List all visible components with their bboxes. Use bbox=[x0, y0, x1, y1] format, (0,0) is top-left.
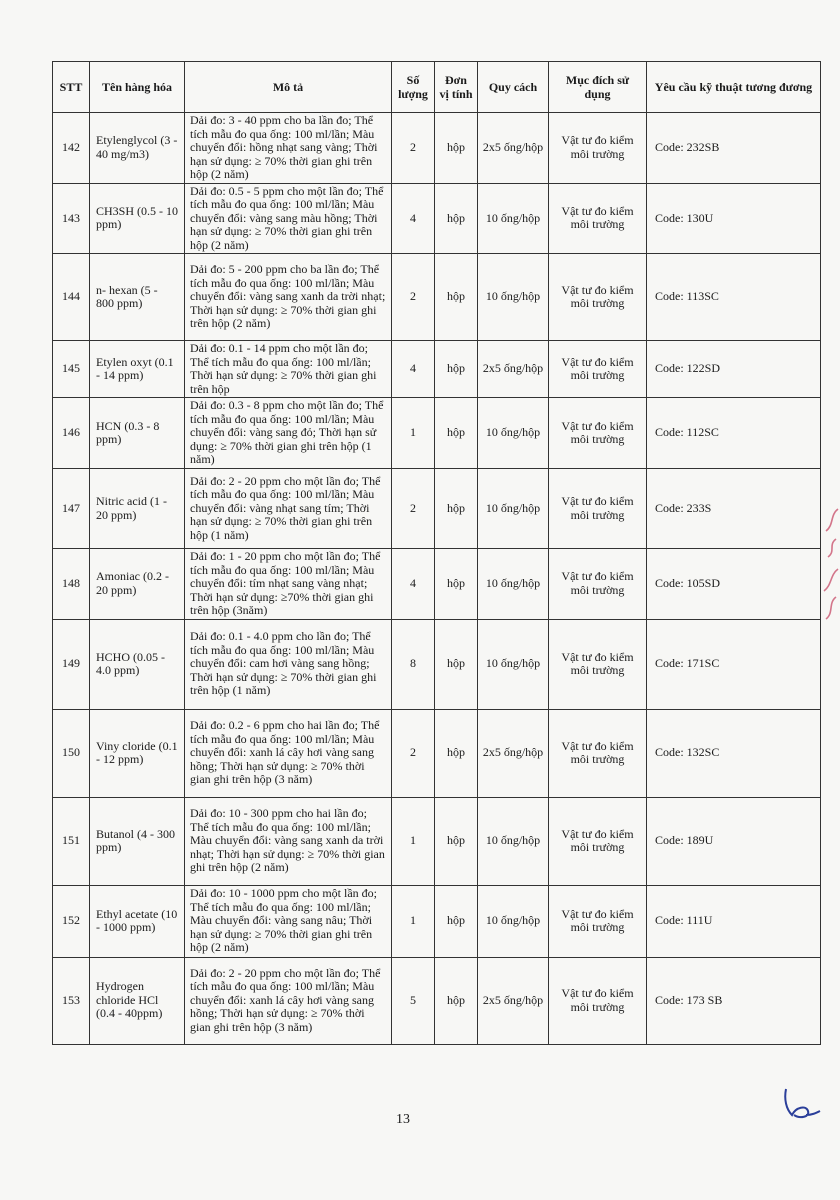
row-name: Etylenglycol (3 - 40 mg/m3) bbox=[90, 113, 185, 184]
row-stt: 152 bbox=[53, 885, 90, 957]
table-row bbox=[53, 113, 821, 184]
row-spec: 10 ống/hộp bbox=[478, 469, 549, 549]
row-code: Code: 122SD bbox=[647, 341, 821, 398]
row-unit: hộp bbox=[435, 957, 478, 1044]
row-quantity: 2 bbox=[392, 254, 435, 341]
row-description: Dải đo: 1 - 20 ppm cho một lần đo; Thể tích mẫu đo qua ống: 100 ml/lần; Màu chuyển đổi: tím nhạt sang vàng nhạt; Thời hạn sử dụng: ≥70% thời gian ghi trên hộp (3năm) bbox=[185, 549, 392, 620]
row-stt: 153 bbox=[53, 957, 90, 1044]
row-name: Amoniac (0.2 - 20 ppm) bbox=[90, 549, 185, 620]
row-spec: 10 ống/hộp bbox=[478, 885, 549, 957]
row-code: Code: 173 SB bbox=[647, 957, 821, 1044]
row-purpose: Vật tư đo kiểm môi trường bbox=[549, 957, 647, 1044]
row-stt: 148 bbox=[53, 549, 90, 620]
row-code: Code: 171SC bbox=[647, 619, 821, 709]
table-row bbox=[53, 619, 821, 709]
table-row bbox=[53, 469, 821, 549]
page-number: 13 bbox=[396, 1112, 410, 1127]
row-unit: hộp bbox=[435, 619, 478, 709]
row-description: Dải đo: 10 - 300 ppm cho hai lần đo; Thể tích mẫu đo qua ống: 100 ml/lần; Màu chuyển đổi: vàng sang xanh da trời nhạt; Thời hạn sử dụng: ≥ 70% thời gian ghi trên hộp (2 năm) bbox=[185, 797, 392, 885]
row-name: HCHO (0.05 - 4.0 ppm) bbox=[90, 619, 185, 709]
row-code: Code: 233S bbox=[647, 469, 821, 549]
table-row bbox=[53, 398, 821, 469]
row-name: Nitric acid (1 - 20 ppm) bbox=[90, 469, 185, 549]
row-quantity: 1 bbox=[392, 797, 435, 885]
row-description: Dải đo: 0.2 - 6 ppm cho hai lần đo; Thể tích mẫu đo qua ống: 100 ml/lần; Màu chuyển đổi: xanh lá cây hơi vàng sang hồng; Thời hạn sử dụng: ≥ 70% thời gian ghi trên hộp (3 năm) bbox=[185, 709, 392, 797]
row-name: Viny cloride (0.1 - 12 ppm) bbox=[90, 709, 185, 797]
row-code: Code: 105SD bbox=[647, 549, 821, 620]
row-quantity: 5 bbox=[392, 957, 435, 1044]
row-code: Code: 132SC bbox=[647, 709, 821, 797]
row-description: Dải đo: 5 - 200 ppm cho ba lần đo; Thể tích mẫu đo qua ống: 100 ml/lần; Màu chuyển đổi: vàng sang xanh da trời nhạt; Thời hạn sử dụng: ≥ 70% thời gian ghi trên hộp (2 năm) bbox=[185, 254, 392, 341]
row-quantity: 4 bbox=[392, 183, 435, 254]
row-description: Dải đo: 0.1 - 14 ppm cho một lần đo; Thể tích mẫu đo qua ống: 100 ml/lần; Thời hạn sử dụng: ≥ 70% thời gian ghi trên hộp bbox=[185, 341, 392, 398]
row-description: Dải đo: 0.3 - 8 ppm cho một lần đo; Thể tích mẫu đo qua ống: 100 ml/lần; Màu chuyển đổi: vàng sang đỏ; Thời hạn sử dụng: ≥ 70% thời gian ghi trên hộp (1 năm) bbox=[185, 398, 392, 469]
row-unit: hộp bbox=[435, 797, 478, 885]
row-unit: hộp bbox=[435, 183, 478, 254]
row-spec: 10 ống/hộp bbox=[478, 183, 549, 254]
row-unit: hộp bbox=[435, 549, 478, 620]
row-stt: 149 bbox=[53, 619, 90, 709]
table-row bbox=[53, 549, 821, 620]
row-description: Dải đo: 10 - 1000 ppm cho một lần đo; Thể tích mẫu đo qua ống: 100 ml/lần; Màu chuyển đổi: vàng sang nâu; Thời hạn sử dụng: ≥ 70% thời gian ghi trên hộp (2 năm) bbox=[185, 885, 392, 957]
row-spec: 10 ống/hộp bbox=[478, 619, 549, 709]
row-unit: hộp bbox=[435, 709, 478, 797]
row-stt: 147 bbox=[53, 469, 90, 549]
row-code: Code: 130U bbox=[647, 183, 821, 254]
row-name: CH3SH (0.5 - 10 ppm) bbox=[90, 183, 185, 254]
row-description: Dải đo: 0.1 - 4.0 ppm cho lần đo; Thể tích mẫu đo qua ống: 100 ml/lần; Màu chuyển đổi: cam hơi vàng sang hồng; Thời hạn sử dụng: ≥ 70% thời gian ghi trên hộp (1 năm) bbox=[185, 619, 392, 709]
row-spec: 10 ống/hộp bbox=[478, 398, 549, 469]
row-quantity: 4 bbox=[392, 549, 435, 620]
header-quantity: Số lượng bbox=[392, 62, 435, 113]
stamp-edge bbox=[820, 505, 840, 625]
row-code: Code: 112SC bbox=[647, 398, 821, 469]
row-quantity: 1 bbox=[392, 398, 435, 469]
row-description: Dải đo: 0.5 - 5 ppm cho một lần đo; Thể tích mẫu đo qua ống: 100 ml/lần; Màu chuyển đổi: vàng sang màu hồng; Thời hạn sử dụng: ≥ 70% thời gian ghi trên hộp (2 năm) bbox=[185, 183, 392, 254]
table-row bbox=[53, 341, 821, 398]
table-row bbox=[53, 885, 821, 957]
row-stt: 146 bbox=[53, 398, 90, 469]
header-description: Mô tả bbox=[185, 62, 392, 113]
row-spec: 2x5 ống/hộp bbox=[478, 341, 549, 398]
table-row bbox=[53, 957, 821, 1044]
row-stt: 151 bbox=[53, 797, 90, 885]
row-name: Butanol (4 - 300 ppm) bbox=[90, 797, 185, 885]
table-row bbox=[53, 797, 821, 885]
row-purpose: Vật tư đo kiểm môi trường bbox=[549, 254, 647, 341]
row-unit: hộp bbox=[435, 254, 478, 341]
row-quantity: 2 bbox=[392, 709, 435, 797]
row-stt: 142 bbox=[53, 113, 90, 184]
row-stt: 143 bbox=[53, 183, 90, 254]
table-row bbox=[53, 254, 821, 341]
header-requirement: Yêu cầu kỹ thuật tương đương bbox=[647, 62, 821, 113]
row-quantity: 1 bbox=[392, 885, 435, 957]
row-quantity: 2 bbox=[392, 469, 435, 549]
header-purpose: Mục đích sử dụng bbox=[549, 62, 647, 113]
row-name: Hydrogen chloride HCl (0.4 - 40ppm) bbox=[90, 957, 185, 1044]
equipment-table bbox=[52, 61, 821, 1045]
row-description: Dải đo: 3 - 40 ppm cho ba lần đo; Thể tích mẫu đo qua ống: 100 ml/lần; Màu chuyển đổi: hồng nhạt sang vàng; Thời hạn sử dụng: ≥ 70% thời gian ghi trên hộp (2 năm) bbox=[185, 113, 392, 184]
row-description: Dải đo: 2 - 20 ppm cho một lần đo; Thể tích mẫu đo qua ống: 100 ml/lần; Màu chuyển đổi: vàng nhạt sang tím; Thời hạn sử dụng: ≥ 70% thời gian ghi trên hộp (1 năm) bbox=[185, 469, 392, 549]
row-purpose: Vật tư đo kiểm môi trường bbox=[549, 341, 647, 398]
row-spec: 10 ống/hộp bbox=[478, 797, 549, 885]
header-spec: Quy cách bbox=[478, 62, 549, 113]
row-name: Ethyl acetate (10 - 1000 ppm) bbox=[90, 885, 185, 957]
table-row bbox=[53, 709, 821, 797]
row-quantity: 4 bbox=[392, 341, 435, 398]
row-code: Code: 189U bbox=[647, 797, 821, 885]
row-purpose: Vật tư đo kiểm môi trường bbox=[549, 398, 647, 469]
row-unit: hộp bbox=[435, 398, 478, 469]
header-row bbox=[53, 62, 821, 113]
row-name: Etylen oxyt (0.1 - 14 ppm) bbox=[90, 341, 185, 398]
header-unit: Đơn vị tính bbox=[435, 62, 478, 113]
row-unit: hộp bbox=[435, 885, 478, 957]
row-stt: 145 bbox=[53, 341, 90, 398]
row-quantity: 8 bbox=[392, 619, 435, 709]
row-purpose: Vật tư đo kiểm môi trường bbox=[549, 709, 647, 797]
row-unit: hộp bbox=[435, 341, 478, 398]
header-stt: STT bbox=[53, 62, 90, 113]
row-purpose: Vật tư đo kiểm môi trường bbox=[549, 549, 647, 620]
signature-mark bbox=[780, 1085, 822, 1121]
row-spec: 2x5 ống/hộp bbox=[478, 709, 549, 797]
row-spec: 2x5 ống/hộp bbox=[478, 113, 549, 184]
row-purpose: Vật tư đo kiểm môi trường bbox=[549, 797, 647, 885]
row-spec: 10 ống/hộp bbox=[478, 549, 549, 620]
row-stt: 144 bbox=[53, 254, 90, 341]
row-quantity: 2 bbox=[392, 113, 435, 184]
row-code: Code: 111U bbox=[647, 885, 821, 957]
row-stt: 150 bbox=[53, 709, 90, 797]
header-name: Tên hàng hóa bbox=[90, 62, 185, 113]
row-spec: 2x5 ống/hộp bbox=[478, 957, 549, 1044]
row-purpose: Vật tư đo kiểm môi trường bbox=[549, 183, 647, 254]
row-unit: hộp bbox=[435, 469, 478, 549]
row-description: Dải đo: 2 - 20 ppm cho một lần đo; Thể tích mẫu đo qua ống: 100 ml/lần; Màu chuyển đổi: xanh lá cây hơi vàng sang hồng; Thời hạn sử dụng: ≥ 70% thời gian ghi trên hộp (3 năm) bbox=[185, 957, 392, 1044]
row-unit: hộp bbox=[435, 113, 478, 184]
row-spec: 10 ống/hộp bbox=[478, 254, 549, 341]
row-purpose: Vật tư đo kiểm môi trường bbox=[549, 113, 647, 184]
row-purpose: Vật tư đo kiểm môi trường bbox=[549, 619, 647, 709]
row-purpose: Vật tư đo kiểm môi trường bbox=[549, 885, 647, 957]
table-row bbox=[53, 183, 821, 254]
row-purpose: Vật tư đo kiểm môi trường bbox=[549, 469, 647, 549]
row-code: Code: 113SC bbox=[647, 254, 821, 341]
row-code: Code: 232SB bbox=[647, 113, 821, 184]
row-name: n- hexan (5 - 800 ppm) bbox=[90, 254, 185, 341]
row-name: HCN (0.3 - 8 ppm) bbox=[90, 398, 185, 469]
